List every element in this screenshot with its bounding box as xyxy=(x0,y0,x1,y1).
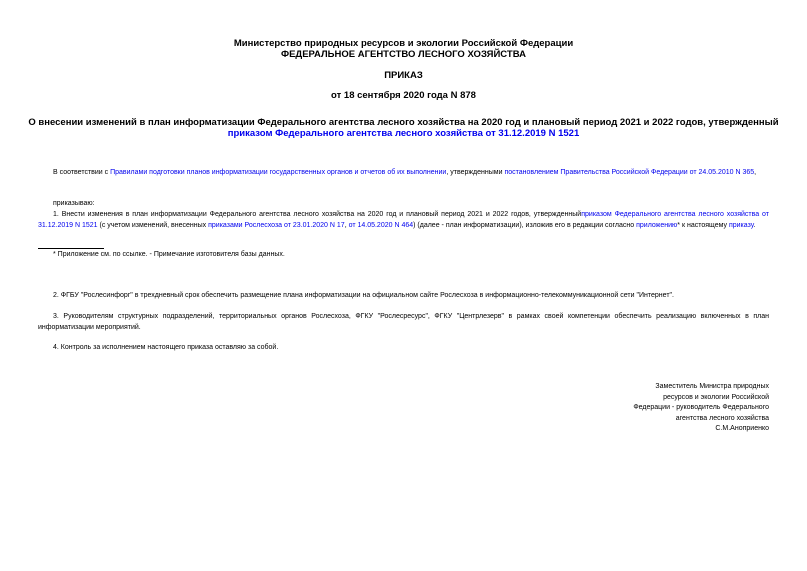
item-2-paragraph: 2. ФГБУ "Рослесинфорг" в трехдневный срок обеспечить размещение плана информатизации на официальном сайте Рослесхоза в информационно-телекоммуникационной сети "Интернет". xyxy=(53,292,674,299)
signatory-name: С.М.Аноприенко xyxy=(715,425,769,432)
item-1-text-5: * к настоящему xyxy=(677,222,729,229)
signature-block xyxy=(560,382,769,435)
item-1-text-1: 1. Внести изменения в план информатизации Федерального агентства лесного хозяйства на 2020 год и плановый период 2021 и 2022 годов, утвержденный xyxy=(53,211,582,218)
order-word: приказываю: xyxy=(53,200,95,207)
order-1521-link[interactable]: приказом Федерального агентства лесного хозяйства от 31.12.2019 N 1521 xyxy=(38,211,769,229)
preamble-text-2: , утвержденными xyxy=(446,169,505,176)
document-header xyxy=(0,38,807,60)
agency-name: ФЕДЕРАЛЬНОЕ АГЕНТСТВО ЛЕСНОГО ХОЗЯЙСТВА xyxy=(280,49,526,60)
ministry-name: Министерство природных ресурсов и экологии Российской Федерации xyxy=(233,38,574,49)
order-link[interactable]: приказу xyxy=(728,222,754,229)
document-date xyxy=(0,90,807,101)
document-type-label: ПРИКАЗ xyxy=(384,70,423,81)
preamble-text-3: , xyxy=(754,169,757,176)
document-title xyxy=(0,117,807,139)
item-3-paragraph: 3. Руководителям структурных подразделений, территориальных органов Рослесхоза, ФГКУ "Рослесресурс", ФГКУ "Центрлезерв" в рамках своей компетенции обеспечить реализацию включенных в план информатизации мероприятий. xyxy=(38,313,769,331)
item-1-text-4: ) (далее - план информатизации), изложив его в редакции согласно xyxy=(413,222,637,229)
title-text: О внесении изменений в план информатизации Федерального агентства лесного хозяйства на 2020 год и плановый период 2021 и 2022 годов, утвержденный xyxy=(28,117,779,128)
document-type xyxy=(0,70,807,81)
rules-link[interactable]: Правилами подготовки планов информатизации государственных органов и отчетов об их выполнении xyxy=(110,169,447,176)
preamble-text-1: В соответствии с xyxy=(53,169,111,176)
resolution-link[interactable]: постановлением Правительства Российской Федерации от 24.05.2010 N 365 xyxy=(504,169,755,176)
signature-line-3: Федерации - руководитель Федерального xyxy=(633,404,769,411)
signature-line-1: Заместитель Министра природных xyxy=(655,383,769,390)
appendix-link[interactable]: приложению xyxy=(636,222,678,229)
item-1-paragraph xyxy=(38,209,769,231)
signature-line-4: агентства лесного хозяйства xyxy=(675,414,769,422)
item-1-text-3: , xyxy=(344,222,349,229)
item-4-paragraph: 4. Контроль за исполнением настоящего приказа оставляю за собой. xyxy=(53,344,279,351)
title-link[interactable]: приказом Федерального агентства лесного хозяйства от 31.12.2019 N 1521 xyxy=(227,128,580,139)
footnote: * Приложение см. по ссылке. - Примечание изготовителя базы данных. xyxy=(53,251,285,258)
item-1-text-2: (с учетом изменений, внесенных xyxy=(97,222,209,229)
order-464-link[interactable]: от 14.05.2020 N 464 xyxy=(348,222,414,229)
signature-line-2: ресурсов и экологии Российской xyxy=(663,393,769,401)
preamble-paragraph xyxy=(38,167,769,178)
item-1-text-6: . xyxy=(753,222,756,229)
order-17-link[interactable]: приказами Рослесхоза от 23.01.2020 N 17 xyxy=(208,222,345,229)
document-date-number: от 18 сентября 2020 года N 878 xyxy=(331,90,476,101)
